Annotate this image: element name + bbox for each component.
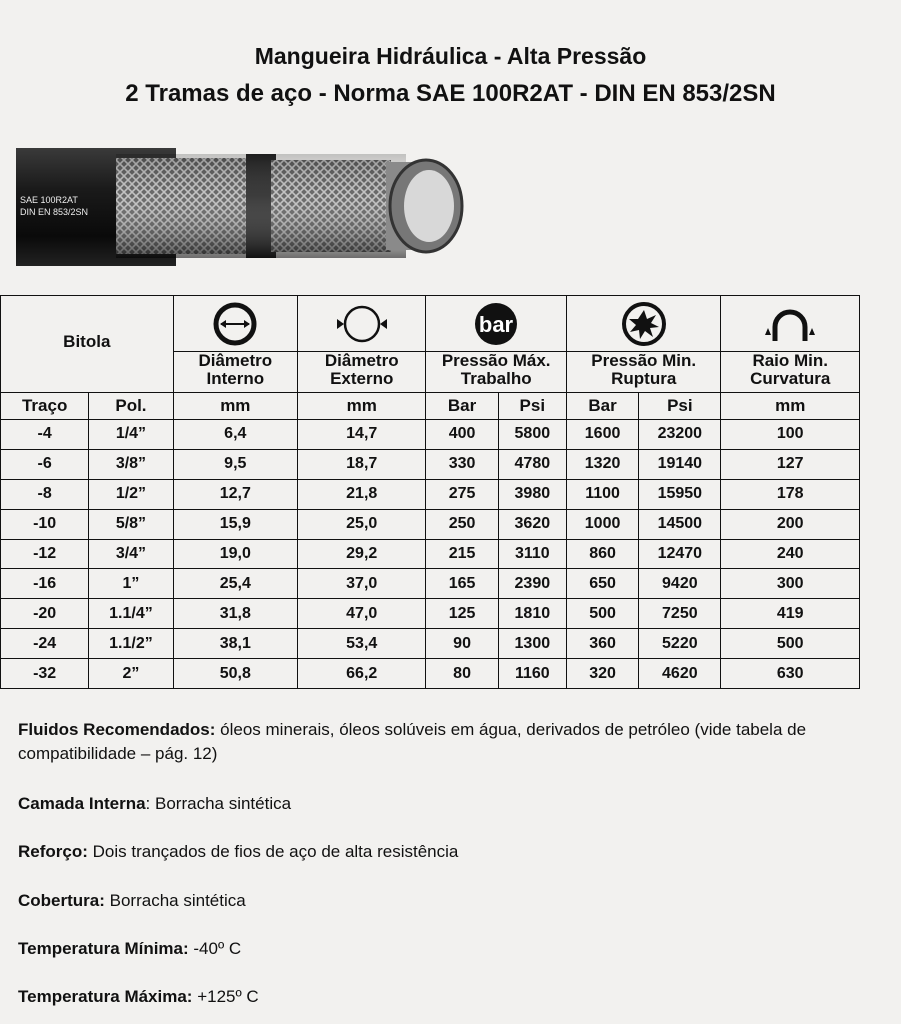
cell-traco: -4 bbox=[1, 420, 89, 450]
cell-di: 19,0 bbox=[173, 539, 297, 569]
unit-mm-interno: mm bbox=[173, 393, 297, 420]
spec-note-text: : Borracha sintética bbox=[145, 794, 292, 813]
unit-psi-ruptura: Psi bbox=[639, 393, 721, 420]
cell-di: 15,9 bbox=[173, 509, 297, 539]
spec-note-label: Reforço: bbox=[18, 842, 88, 861]
cell-traco: -10 bbox=[1, 509, 89, 539]
bend-radius-icon bbox=[755, 301, 825, 347]
cell-pt-psi: 4780 bbox=[498, 449, 566, 479]
cell-pol: 1.1/4” bbox=[89, 599, 173, 629]
unit-pol: Pol. bbox=[89, 393, 173, 420]
cell-raio: 240 bbox=[721, 539, 860, 569]
cell-pol: 1/2” bbox=[89, 479, 173, 509]
cell-raio: 100 bbox=[721, 420, 860, 450]
burst-icon-cell bbox=[566, 296, 721, 352]
cell-pt-psi: 1300 bbox=[498, 629, 566, 659]
cell-de: 21,8 bbox=[298, 479, 426, 509]
cell-traco: -8 bbox=[1, 479, 89, 509]
cell-pr-bar: 1320 bbox=[566, 449, 638, 479]
cell-di: 25,4 bbox=[173, 569, 297, 599]
unit-psi-trabalho: Psi bbox=[498, 393, 566, 420]
cell-raio: 178 bbox=[721, 479, 860, 509]
spec-note bbox=[18, 718, 858, 766]
table-row bbox=[1, 629, 860, 659]
cell-de: 29,2 bbox=[298, 539, 426, 569]
cell-de: 18,7 bbox=[298, 449, 426, 479]
cell-di: 38,1 bbox=[173, 629, 297, 659]
cell-pol: 2” bbox=[89, 659, 173, 689]
cell-pol: 3/8” bbox=[89, 449, 173, 479]
table-row bbox=[1, 420, 860, 450]
spec-table bbox=[0, 295, 860, 689]
cell-pt-psi: 1160 bbox=[498, 659, 566, 689]
col-header-bitola: Bitola bbox=[1, 296, 174, 393]
table-row bbox=[1, 509, 860, 539]
col-header-diametro-externo: Diâmetro Externo bbox=[298, 352, 426, 393]
pressure-gauge-icon-cell bbox=[426, 296, 566, 352]
cell-pr-bar: 1000 bbox=[566, 509, 638, 539]
cell-pol: 1/4” bbox=[89, 420, 173, 450]
cell-raio: 630 bbox=[721, 659, 860, 689]
spec-note-text: Dois trançados de fios de aço de alta resistência bbox=[87, 842, 459, 861]
col-header-pressao-trabalho: Pressão Máx. Trabalho bbox=[426, 352, 566, 393]
cell-di: 6,4 bbox=[173, 420, 297, 450]
cell-pt-psi: 3620 bbox=[498, 509, 566, 539]
inner-diameter-icon bbox=[207, 301, 263, 347]
outer-diameter-icon-cell bbox=[298, 296, 426, 352]
cell-pt-bar: 215 bbox=[426, 539, 498, 569]
cell-pt-bar: 80 bbox=[426, 659, 498, 689]
cell-pt-bar: 250 bbox=[426, 509, 498, 539]
cell-raio: 300 bbox=[721, 569, 860, 599]
cell-pol: 3/4” bbox=[89, 539, 173, 569]
spec-note bbox=[18, 985, 858, 1009]
spec-note-label: Fluidos Recomendados: bbox=[18, 720, 216, 739]
spec-note-label: Camada Interna bbox=[18, 794, 146, 813]
cell-raio: 419 bbox=[721, 599, 860, 629]
table-row bbox=[1, 569, 860, 599]
col-header-diametro-interno: Diâmetro Interno bbox=[173, 352, 297, 393]
cell-de: 47,0 bbox=[298, 599, 426, 629]
cell-traco: -6 bbox=[1, 449, 89, 479]
cell-pt-bar: 90 bbox=[426, 629, 498, 659]
table-row bbox=[1, 539, 860, 569]
bend-radius-icon-cell bbox=[721, 296, 860, 352]
cell-de: 53,4 bbox=[298, 629, 426, 659]
hose-print-line-1: SAE 100R2AT bbox=[20, 195, 78, 205]
spec-note-text: óleos minerais, óleos solúveis em água, derivados de petróleo (vide tabela de compatibilidade – pág. 12) bbox=[18, 720, 807, 763]
cell-raio: 127 bbox=[721, 449, 860, 479]
cell-raio: 200 bbox=[721, 509, 860, 539]
cell-pr-bar: 1100 bbox=[566, 479, 638, 509]
cell-pol: 5/8” bbox=[89, 509, 173, 539]
spec-note bbox=[18, 792, 858, 816]
col-header-pressao-ruptura: Pressão Min. Ruptura bbox=[566, 352, 721, 393]
spec-note-text: -40º C bbox=[188, 939, 242, 958]
table-row bbox=[1, 449, 860, 479]
cell-pt-psi: 1810 bbox=[498, 599, 566, 629]
cell-pr-psi: 7250 bbox=[639, 599, 721, 629]
cell-di: 12,7 bbox=[173, 479, 297, 509]
cell-pt-psi: 5800 bbox=[498, 420, 566, 450]
cell-pr-psi: 9420 bbox=[639, 569, 721, 599]
cell-pr-psi: 14500 bbox=[639, 509, 721, 539]
spec-note bbox=[18, 937, 858, 961]
hose-image bbox=[16, 148, 466, 266]
cell-pt-bar: 275 bbox=[426, 479, 498, 509]
cell-pr-bar: 1600 bbox=[566, 420, 638, 450]
unit-mm-raio: mm bbox=[721, 393, 860, 420]
page-title: Mangueira Hidráulica - Alta Pressão bbox=[254, 43, 647, 69]
burst-icon bbox=[616, 301, 672, 347]
spec-note-label: Cobertura: bbox=[18, 891, 105, 910]
spec-note bbox=[18, 840, 858, 864]
hose-print-line-2: DIN EN 853/2SN bbox=[20, 207, 89, 217]
cell-pt-bar: 125 bbox=[426, 599, 498, 629]
cell-pr-bar: 500 bbox=[566, 599, 638, 629]
cell-pt-psi: 3980 bbox=[498, 479, 566, 509]
inner-diameter-icon-cell bbox=[173, 296, 297, 352]
table-row bbox=[1, 479, 860, 509]
outer-diameter-icon bbox=[327, 301, 397, 347]
cell-pr-psi: 4620 bbox=[639, 659, 721, 689]
cell-di: 50,8 bbox=[173, 659, 297, 689]
cell-di: 31,8 bbox=[173, 599, 297, 629]
cell-pt-psi: 3110 bbox=[498, 539, 566, 569]
unit-traco: Traço bbox=[1, 393, 89, 420]
cell-traco: -20 bbox=[1, 599, 89, 629]
cell-traco: -24 bbox=[1, 629, 89, 659]
page-subtitle: 2 Tramas de aço - Norma SAE 100R2AT - DIN EN 853/2SN bbox=[125, 80, 776, 107]
table-row bbox=[1, 599, 860, 629]
pressure-gauge-icon bbox=[468, 301, 524, 347]
cell-de: 37,0 bbox=[298, 569, 426, 599]
cell-pr-psi: 5220 bbox=[639, 629, 721, 659]
cell-traco: -32 bbox=[1, 659, 89, 689]
cell-pol: 1” bbox=[89, 569, 173, 599]
cell-pr-psi: 15950 bbox=[639, 479, 721, 509]
cell-de: 25,0 bbox=[298, 509, 426, 539]
cell-pt-bar: 400 bbox=[426, 420, 498, 450]
col-header-raio-curvatura: Raio Min. Curvatura bbox=[721, 352, 860, 393]
cell-pr-psi: 12470 bbox=[639, 539, 721, 569]
cell-pr-psi: 19140 bbox=[639, 449, 721, 479]
cell-traco: -16 bbox=[1, 569, 89, 599]
cell-pr-bar: 360 bbox=[566, 629, 638, 659]
cell-di: 9,5 bbox=[173, 449, 297, 479]
spec-note-label: Temperatura Mínima: bbox=[18, 939, 189, 958]
cell-pr-bar: 860 bbox=[566, 539, 638, 569]
cell-pr-bar: 320 bbox=[566, 659, 638, 689]
cell-de: 66,2 bbox=[298, 659, 426, 689]
cell-pr-psi: 23200 bbox=[639, 420, 721, 450]
spec-note-label: Temperatura Máxima: bbox=[18, 987, 193, 1006]
unit-bar-ruptura: Bar bbox=[566, 393, 638, 420]
spec-note-text: +125º C bbox=[192, 987, 259, 1006]
spec-note-text: Borracha sintética bbox=[104, 891, 246, 910]
cell-pt-psi: 2390 bbox=[498, 569, 566, 599]
cell-pt-bar: 165 bbox=[426, 569, 498, 599]
unit-mm-externo: mm bbox=[298, 393, 426, 420]
cell-pt-bar: 330 bbox=[426, 449, 498, 479]
gauge-icon-label: bar bbox=[479, 311, 514, 337]
cell-raio: 500 bbox=[721, 629, 860, 659]
cell-pol: 1.1/2” bbox=[89, 629, 173, 659]
cell-pr-bar: 650 bbox=[566, 569, 638, 599]
spec-note bbox=[18, 889, 858, 913]
unit-bar-trabalho: Bar bbox=[426, 393, 498, 420]
cell-de: 14,7 bbox=[298, 420, 426, 450]
table-row bbox=[1, 659, 860, 689]
cell-traco: -12 bbox=[1, 539, 89, 569]
